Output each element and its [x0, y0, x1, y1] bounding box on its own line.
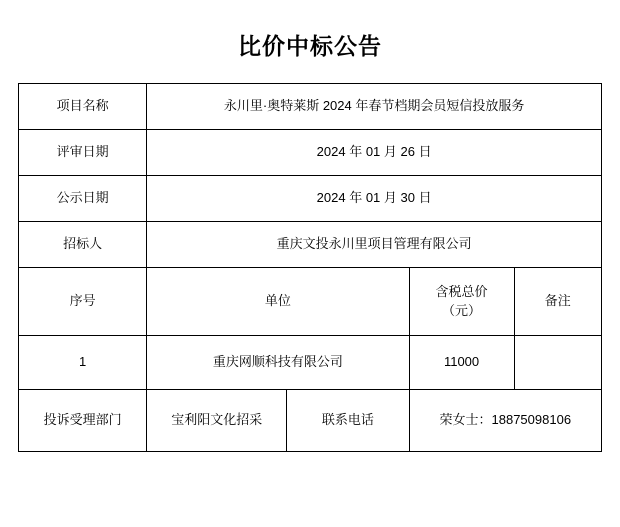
- publicity-date-label: 公示日期: [19, 176, 147, 222]
- column-header-seq: 序号: [19, 268, 147, 336]
- tenderer-value: 重庆文投永川里项目管理有限公司: [147, 222, 602, 268]
- phone-value: 荣女士：18875098106: [409, 390, 601, 452]
- column-header-amount-line2: （元）: [442, 302, 482, 318]
- project-name-label: 项目名称: [19, 84, 147, 130]
- table-row: [19, 176, 602, 222]
- complaint-department-value: 宝利阳文化招采: [147, 390, 287, 452]
- publicity-date-value: 2024 年 01 月 30 日: [147, 176, 602, 222]
- table-row: [19, 390, 602, 452]
- page-title: 比价中标公告: [238, 33, 382, 59]
- phone-label: 联系电话: [287, 390, 409, 452]
- table-header-row: [19, 268, 602, 336]
- column-header-amount-line1: 含税总价: [435, 283, 488, 299]
- bid-remark-value: [514, 336, 601, 390]
- column-header-remark: 备注: [514, 268, 601, 336]
- tenderer-label: 招标人: [19, 222, 147, 268]
- column-header-amount: [409, 268, 514, 336]
- table-row: [19, 336, 602, 390]
- complaint-label: 投诉受理部门: [19, 390, 147, 452]
- notice-table: [18, 83, 602, 452]
- review-date-label: 评审日期: [19, 130, 147, 176]
- review-date-value: 2024 年 01 月 26 日: [147, 130, 602, 176]
- bid-amount-value: 11000: [409, 336, 514, 390]
- notice-table-container: [0, 83, 620, 452]
- table-row: [19, 222, 602, 268]
- bid-seq-value: 1: [19, 336, 147, 390]
- column-header-unit: 单位: [147, 268, 409, 336]
- table-row: [19, 84, 602, 130]
- bid-unit-value: 重庆网顺科技有限公司: [147, 336, 409, 390]
- project-name-value: 永川里·奥特莱斯 2024 年春节档期会员短信投放服务: [147, 84, 602, 130]
- table-row: [19, 130, 602, 176]
